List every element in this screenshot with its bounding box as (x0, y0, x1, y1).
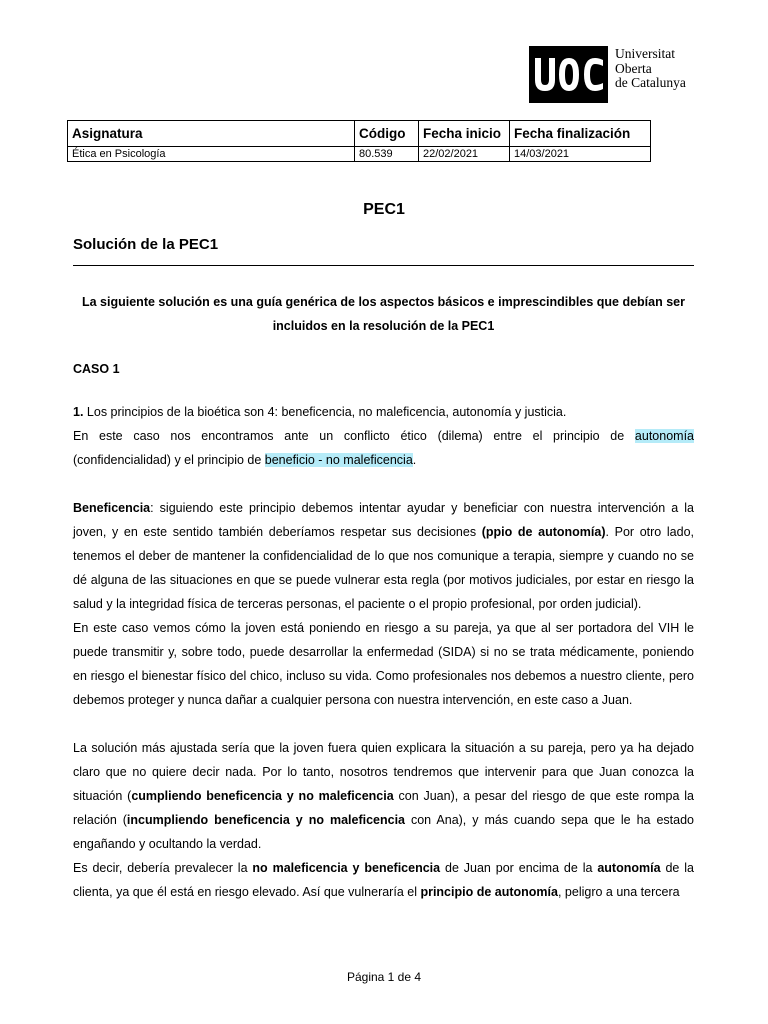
bold-principio-autonomia: principio de autonomía (420, 885, 558, 899)
header-codigo: Código (355, 121, 419, 147)
logo-line-3: de Catalunya (615, 75, 686, 90)
logo-line-1: Universitat (615, 46, 675, 61)
paragraph-6-text-a: Es decir, debería prevalecer la (73, 861, 253, 875)
bold-ppio-autonomia: (ppio de autonomía) (481, 525, 606, 539)
bold-autonomia: autonomía (597, 861, 661, 875)
paragraph-6-text-d: , peligro a una tercera (557, 885, 680, 899)
header-fecha-finalizacion: Fecha finalización (510, 121, 651, 147)
paragraph-5 (73, 736, 694, 856)
paragraph-5-text-c: con Ana), y más cuando sepa que le ha estado engañando y ocultando la verdad. (73, 813, 694, 851)
paragraph-3 (73, 496, 694, 616)
paragraph-5-text-a: La solución más ajustada sería que la joven fuera quien explicara la situación a su pareja, pero ya ha dejado claro que no quiere decir nada. Por lo tanto, nosotros tendremos que intervenir para que Juan conozca la situación ( (73, 741, 694, 803)
bold-no-maleficencia: no maleficencia y beneficencia (252, 861, 441, 875)
paragraph-6-text-c: de la clienta, ya que él está en riesgo elevado. Así que vulneraría el (73, 861, 694, 899)
paragraph-4: En este caso vemos cómo la joven está poniendo en riesgo a su pareja, ya que al ser portadora del VIH le puede transmitir y, sobre todo, puede desarrollar la enfermedad (SIDA) si no se trata médicamente, poniendo en riesgo el bienestar físico del chico, incluso su vida. Como profesionales nos debemos a nuestro cliente, pero debemos proteger y nunca dañar a cualquier persona con nuestra intervención, en este caso a Juan. (73, 621, 694, 707)
header-fecha-inicio: Fecha inicio (419, 121, 510, 147)
section-title: Solución de la PEC1 (73, 236, 219, 253)
paragraph-1 (73, 400, 694, 424)
uoc-logo-mark (529, 46, 608, 103)
highlight-beneficio: beneficio - no maleficencia (264, 453, 413, 467)
table-row (68, 147, 651, 162)
page-footer: Página 1 de 4 (346, 970, 422, 984)
case-heading: CASO 1 (73, 362, 120, 376)
course-info-table (67, 120, 651, 162)
document-title: PEC1 (363, 201, 405, 218)
bold-cumpliendo: cumpliendo beneficencia y no maleficencia (131, 789, 394, 803)
intro-text: La siguiente solución es una guía genérica de los aspectos básicos e imprescindibles que debían ser incluidos en la resolución de la PEC1 (82, 295, 685, 333)
paragraph-3-text-a: : siguiendo este principio debemos intentar ayudar y beneficiar con nuestra intervención a la joven, y en este sentido también deberíamos respetar sus decisiones (73, 501, 694, 539)
paragraph-3-text-b: . Por otro lado, tenemos el deber de mantener la confidencialidad de lo que nos comunique a terapia, siempre y cuando no se dé alguna de las situaciones en que se puede vulnerar esta regla (por motivos judiciales, por estar en riesgo la salud y la integridad física de terceras personas, el paciente o el propio profesional, por orden judicial). (73, 525, 694, 611)
cell-asignatura: Ética en Psicología (68, 147, 355, 162)
cell-fecha-finalizacion: 14/03/2021 (510, 147, 651, 162)
point-number: 1. (73, 405, 84, 419)
paragraph-1-text: Los principios de la bioética son 4: beneficencia, no maleficencia, autonomía y justicia. (83, 405, 567, 419)
highlight-autonomia: autonomía (634, 429, 694, 443)
paragraph-2 (73, 424, 694, 472)
paragraph-2-text-c: . (412, 453, 417, 467)
divider (73, 265, 694, 266)
paragraph-6 (73, 856, 694, 904)
bold-incumpliendo: incumpliendo beneficencia y no maleficencia (126, 813, 406, 827)
paragraph-2-text-b: (confidencialidad) y el principio de (73, 453, 265, 467)
paragraph-2-text-a: En este caso nos encontramos ante un conflicto ético (dilema) entre el principio de (73, 429, 635, 443)
uoc-logo (529, 46, 689, 104)
cell-codigo: 80.539 (355, 147, 419, 162)
document-body (73, 400, 694, 904)
paragraph-5-text-b: con Juan), a pesar del riesgo de que este rompa la relación ( (73, 789, 694, 827)
paragraph-6-text-b: de Juan por encima de la (440, 861, 598, 875)
table-header-row (68, 121, 651, 147)
cell-fecha-inicio: 22/02/2021 (419, 147, 510, 162)
logo-line-2: Oberta (615, 60, 652, 76)
header-asignatura: Asignatura (68, 121, 355, 147)
uoc-logo-text (615, 47, 686, 91)
bold-beneficencia: Beneficencia (73, 501, 151, 515)
